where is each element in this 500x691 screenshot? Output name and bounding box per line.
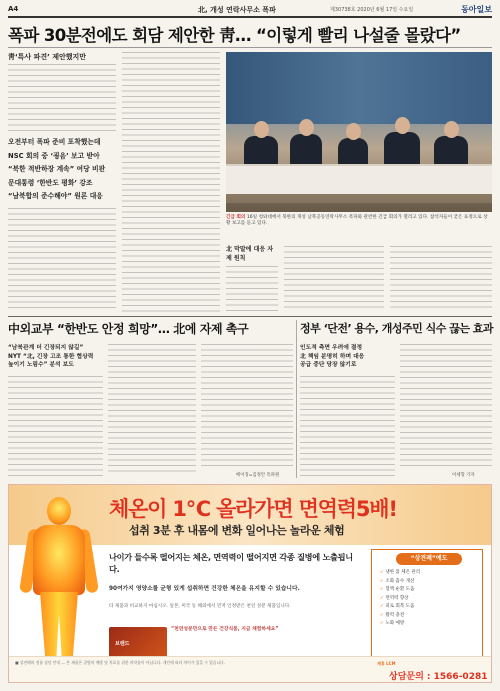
lead-body-col1 xyxy=(8,64,116,134)
benefit-item: ✓ 면역력 향상 xyxy=(380,595,420,604)
story3-deck: 인도적 측면 우려에 결정 北 책임 분명히 하며 대응 공급 중단 당장 않기로 xyxy=(300,345,365,368)
ad-phone-number[interactable]: 상담문의 : 1566-0281 xyxy=(389,672,488,682)
subhead-3: “북한 적반하장 계속” 여당 비판 xyxy=(8,165,106,173)
story2-byline: 베이징=김정안 특파원 xyxy=(236,473,280,478)
caption-lead: 긴급 회의 xyxy=(226,215,246,220)
thermal-body-illustration xyxy=(23,497,95,667)
lead-body-col5 xyxy=(390,246,492,312)
story3-body-col1 xyxy=(300,376,395,476)
ad-footer-text: ■ 상견례의 정품 상담 안내 — 본 제품은 질병의 예방 및 치료를 위한 의약품이 아닙니다. 개인에 따라 차이가 있을 수 있습니다. xyxy=(15,660,225,665)
product-text: “천연성분만으로 만든 건강식품, 지금 체험하세요” xyxy=(171,627,279,632)
ad-subhead: 섭취 3분 후 내몸에 변화 일어나는 놀라운 체험 xyxy=(129,524,345,537)
headline-rule xyxy=(8,47,492,48)
story3-headline: 정부 ‘단전’ 용수, 개성주민 식수 끊는 효과 xyxy=(300,322,494,335)
lead-headline: 폭파 30분전에도 회담 제안한 靑… “이렇게 빨리 나설줄 몰랐다” xyxy=(8,26,461,45)
story2-headline: 中외교부 “한반도 안정 희망”… 北에 자제 촉구 xyxy=(8,322,249,336)
lead-kicker: 靑‘특사 파견’ 제안했지만 xyxy=(8,53,87,61)
section-divider xyxy=(8,316,492,317)
benefit-item: ✓ 소화 흡수 개선 xyxy=(380,578,420,587)
ad-headline: 체온이 1℃ 올라가면 면역력5배! xyxy=(109,497,397,521)
lead-subheads xyxy=(8,137,116,205)
story2-deck: “남북관계 더 긴장되지 않길” NYT “北, 긴장 고조 통한 협상력 높이기 노림수” 분석 보도 xyxy=(8,345,94,368)
story2-body-col3 xyxy=(201,344,293,468)
lead-body-col1b xyxy=(8,208,116,312)
ad-footer xyxy=(9,656,491,682)
ad-agency: 제휴 LCM xyxy=(377,661,396,666)
lead-photo xyxy=(226,52,492,212)
caption-text: 16일 청와대에서 북한의 개성 남북공동연락사무소 폭파와 관련한 긴급 회의가 열리고 있다. 참석자들이 굳은 표정으로 상황 보고를 듣고 있다. xyxy=(226,215,488,226)
lead-body-col3 xyxy=(226,266,278,312)
health-advertisement[interactable] xyxy=(8,484,492,683)
column-divider xyxy=(296,320,297,478)
story3-byline: 이세형 기자 xyxy=(452,473,475,478)
benefit-box xyxy=(371,549,483,657)
lead-body-col4 xyxy=(284,246,384,312)
newspaper-brand: 동아일보 xyxy=(461,5,492,14)
subhead-5: “남북합의 준수해야” 원론 대응 xyxy=(8,192,103,200)
lead-body-col2 xyxy=(122,52,220,312)
subhead-4: 문대통령 ‘한반도 평화’ 강조 xyxy=(8,178,93,187)
lead-sidehead: 北 막말에 대응 자제 원칙 xyxy=(226,246,274,262)
page-header xyxy=(8,4,492,18)
benefit-box-title: “상견례”에도 xyxy=(396,553,462,565)
story3-body-col2 xyxy=(400,344,492,468)
benefit-item: ✓ 피로 회복 도움 xyxy=(380,603,420,612)
story2-body-col1 xyxy=(8,376,103,476)
ad-lede: 나이가 들수록 떨어지는 체온, 면역력이 떨어지면 각종 질병에 노출됩니다. xyxy=(109,552,353,574)
benefit-item: ✓ 활력 충전 xyxy=(380,612,420,621)
benefit-item: ✓ 혈액 순환 도움 xyxy=(380,586,420,595)
ad-lede-2: 90여가지 영양소를 균형 있게 섭취하면 건강한 체온을 유지할 수 있습니다. xyxy=(109,586,300,592)
section-title: 北, 개성 연락사무소 폭파 xyxy=(198,6,276,14)
benefit-item: ✓ 노화 예방 xyxy=(380,620,420,629)
subhead-2: NSC 회의 중 ‘굉음’ 보고 받아 xyxy=(8,151,100,160)
benefit-list xyxy=(380,569,420,629)
benefit-item: ✓ 냉한 몸 체온 관리 xyxy=(380,569,420,578)
product-label: 브랜드 xyxy=(115,641,130,647)
subhead-1: 오전부터 폭파 준비 포착했는데 xyxy=(8,138,101,146)
page-number: A4 xyxy=(8,5,19,13)
edition-info: 제30738호 2020년 6월 17일 수요일 xyxy=(330,7,414,13)
story2-body-col2 xyxy=(108,344,196,476)
photo-caption xyxy=(226,215,492,227)
ad-small-print: 타 제품과 비교하지 마십시오. 일본, 미국 등 해외에서 먼저 인정받은 천연 성분 제품입니다. xyxy=(109,604,291,609)
